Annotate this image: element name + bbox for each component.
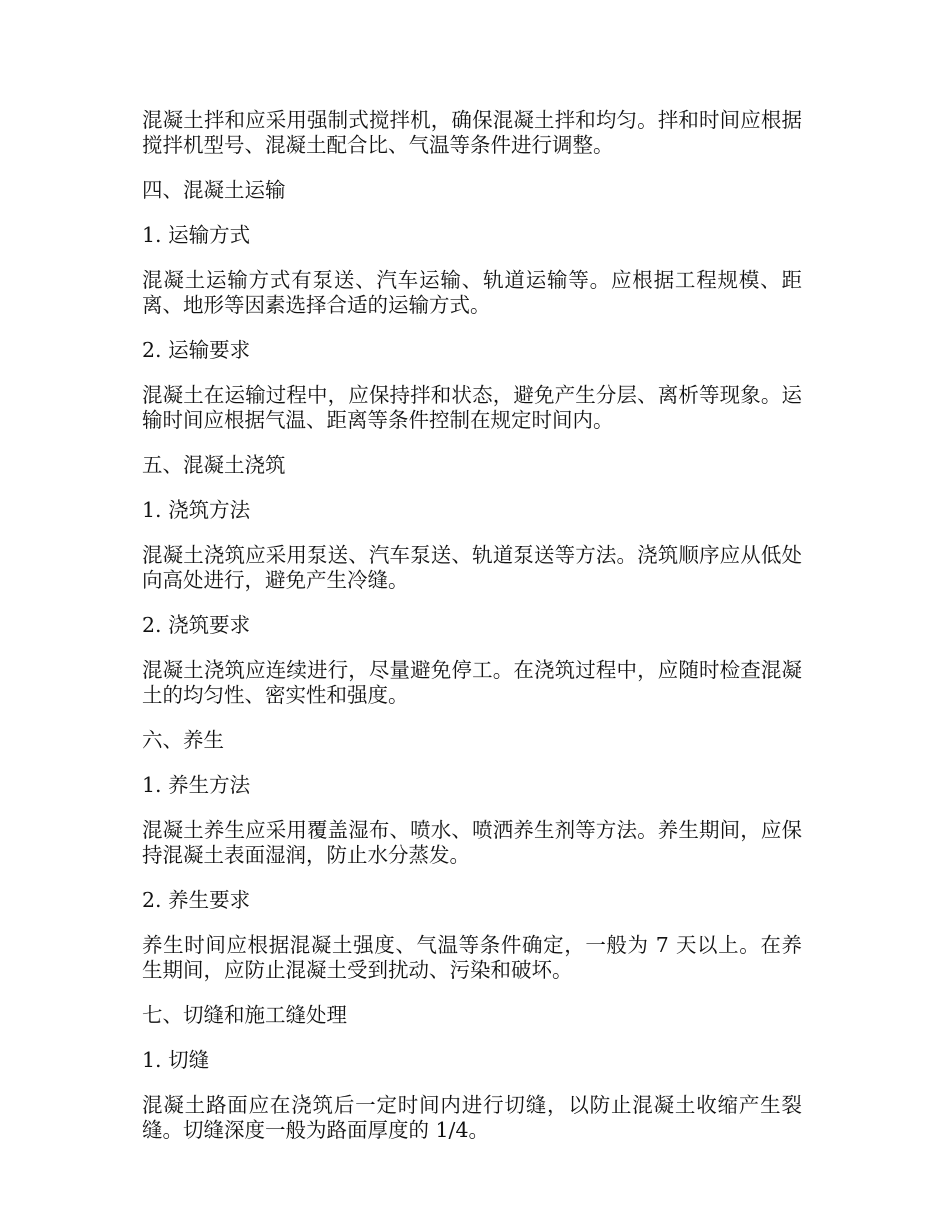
subheading-pouring-requirements: 2. 浇筑要求 bbox=[142, 613, 251, 637]
paragraph-pouring-method: 混凝土浇筑应采用泵送、汽车泵送、轨道泵送等方法。浇筑顺序应从低处向高处进行，避免产生冷缝。 bbox=[142, 543, 802, 592]
subheading-joint-cutting: 1. 切缝 bbox=[142, 1048, 210, 1072]
paragraph-mixing: 混凝土拌和应采用强制式搅拌机，确保混凝土拌和均匀。拌和时间应根据搅拌机型号、混凝土配合比、气温等条件进行调整。 bbox=[142, 108, 802, 157]
subheading-transport-requirements: 2. 运输要求 bbox=[142, 338, 251, 362]
section-heading-transport: 四、混凝土运输 bbox=[142, 178, 286, 202]
section-heading-curing: 六、养生 bbox=[142, 728, 224, 752]
subheading-pouring-method: 1. 浇筑方法 bbox=[142, 498, 251, 522]
paragraph-transport-requirements: 混凝土在运输过程中，应保持拌和状态，避免产生分层、离析等现象。运输时间应根据气温、距离等条件控制在规定时间内。 bbox=[142, 383, 802, 432]
paragraph-transport-method: 混凝土运输方式有泵送、汽车运输、轨道运输等。应根据工程规模、距离、地形等因素选择合适的运输方式。 bbox=[142, 268, 802, 317]
subheading-transport-method: 1. 运输方式 bbox=[142, 223, 251, 247]
document-page bbox=[142, 108, 802, 1163]
paragraph-curing-requirements: 养生时间应根据混凝土强度、气温等条件确定，一般为 7 天以上。在养生期间，应防止混凝土受到扰动、污染和破坏。 bbox=[142, 933, 802, 982]
subheading-curing-requirements: 2. 养生要求 bbox=[142, 888, 251, 912]
subheading-curing-method: 1. 养生方法 bbox=[142, 773, 251, 797]
paragraph-curing-method: 混凝土养生应采用覆盖湿布、喷水、喷洒养生剂等方法。养生期间，应保持混凝土表面湿润，防止水分蒸发。 bbox=[142, 818, 802, 867]
paragraph-joint-cutting: 混凝土路面应在浇筑后一定时间内进行切缝，以防止混凝土收缩产生裂缝。切缝深度一般为路面厚度的 1/4。 bbox=[142, 1093, 802, 1142]
section-heading-joints: 七、切缝和施工缝处理 bbox=[142, 1003, 347, 1027]
paragraph-pouring-requirements: 混凝土浇筑应连续进行，尽量避免停工。在浇筑过程中，应随时检查混凝土的均匀性、密实性和强度。 bbox=[142, 658, 802, 707]
section-heading-pouring: 五、混凝土浇筑 bbox=[142, 453, 286, 477]
